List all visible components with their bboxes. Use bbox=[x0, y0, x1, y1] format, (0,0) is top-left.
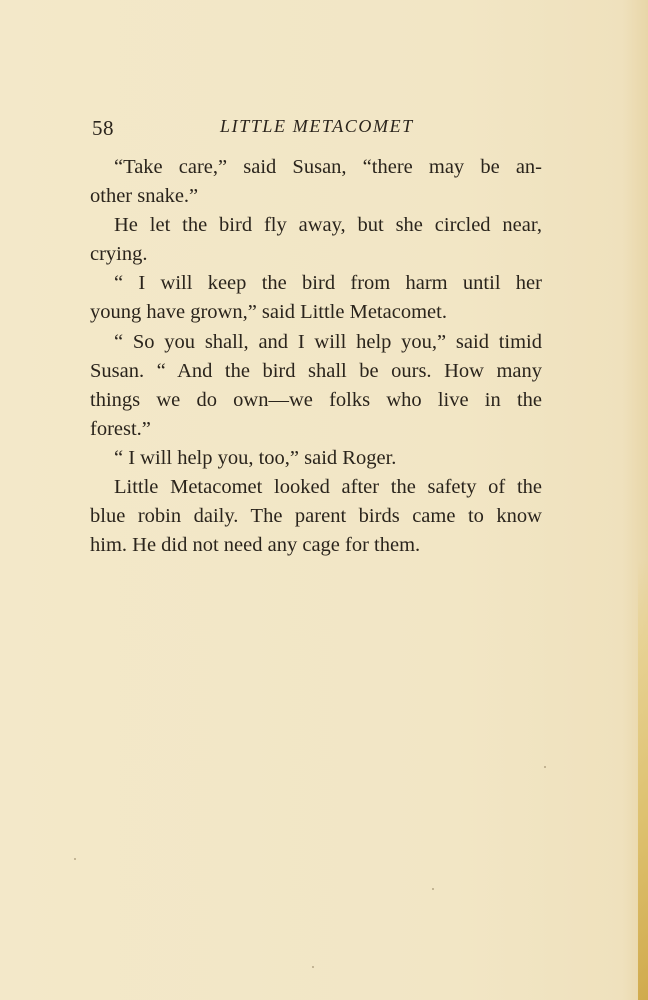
text-line: He let the bird fly away, but she circled near, bbox=[114, 214, 542, 237]
running-head bbox=[92, 116, 540, 142]
text-line: Little Metacomet looked after the safety of the bbox=[114, 476, 542, 499]
paper-speck bbox=[432, 888, 434, 890]
text-line: “ So you shall, and I will help you,” said timid bbox=[114, 330, 542, 353]
text-line: young have grown,” said Little Metacomet. bbox=[90, 301, 447, 324]
text-line: him. He did not need any cage for them. bbox=[90, 534, 421, 557]
paper-speck bbox=[312, 966, 314, 968]
page-edge-stain bbox=[638, 560, 648, 1000]
text-line: forest.” bbox=[90, 417, 151, 440]
running-title: LITTLE METACOMET bbox=[220, 116, 414, 136]
text-line: blue robin daily. The parent birds came to know bbox=[90, 505, 542, 528]
text-line: things we do own—we folks who live in the bbox=[90, 388, 542, 411]
text-line: other snake.” bbox=[90, 185, 199, 208]
page-number: 58 bbox=[92, 116, 114, 140]
text-line: Susan. “ And the bird shall be ours. How many bbox=[90, 359, 542, 382]
paper-speck bbox=[544, 766, 546, 768]
body-text bbox=[90, 153, 542, 560]
text-line: “ I will keep the bird from harm until her bbox=[114, 272, 542, 295]
text-line: “Take care,” said Susan, “there may be an- bbox=[114, 156, 542, 178]
paper-speck bbox=[74, 858, 76, 860]
text-line: crying. bbox=[90, 243, 148, 266]
text-line: “ I will help you, too,” said Roger. bbox=[114, 446, 397, 469]
